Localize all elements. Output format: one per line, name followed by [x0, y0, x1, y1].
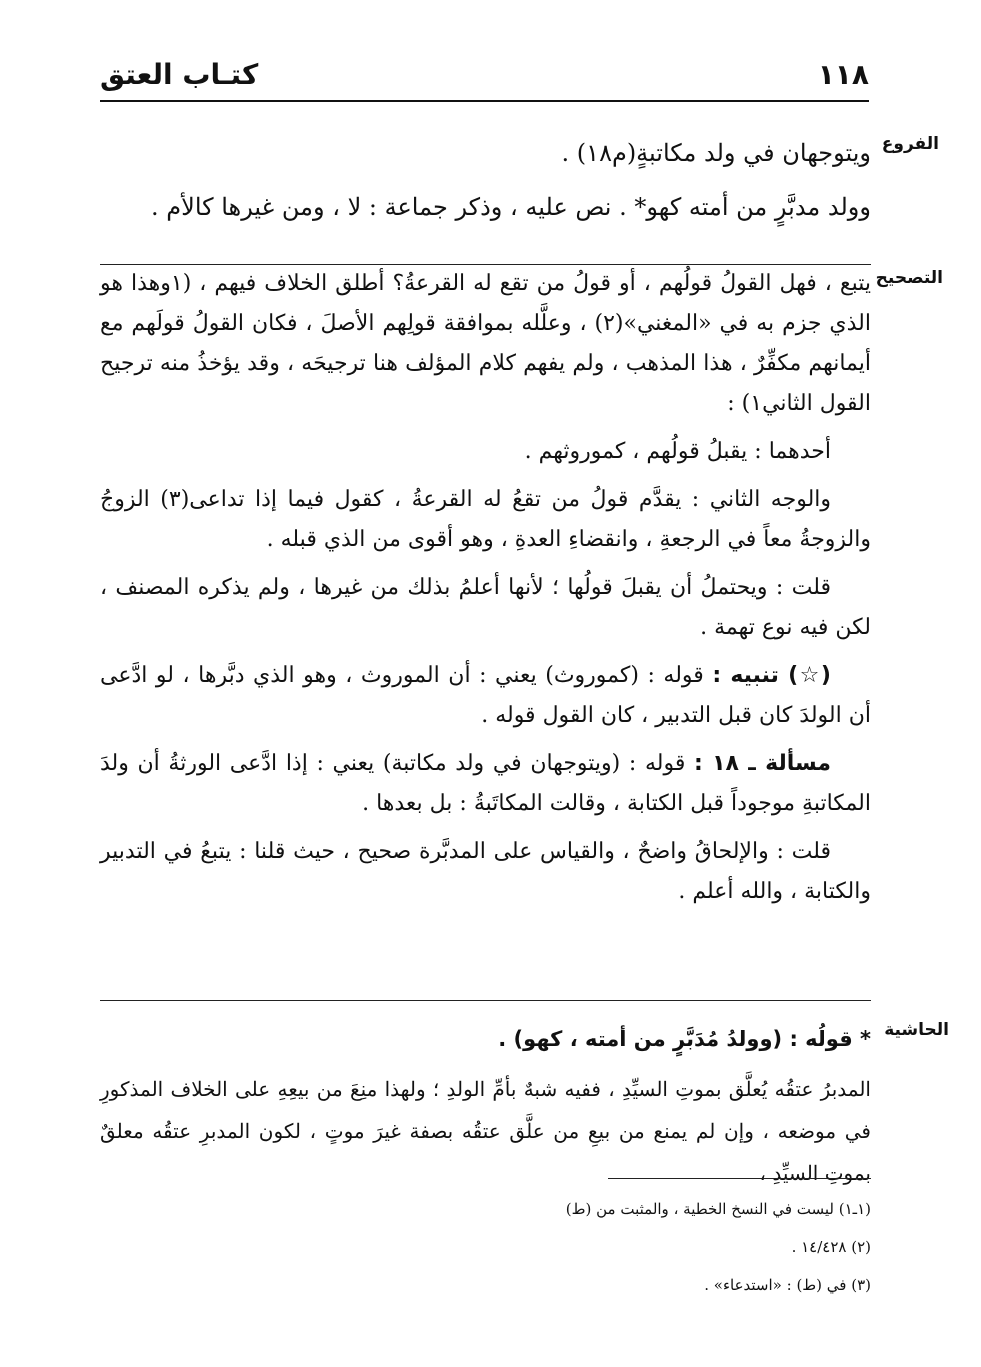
furu-section: [100, 126, 871, 234]
tashih-paragraph-2: أحدهما : يقبلُ قولُهم ، كموروثهم .: [524, 439, 831, 464]
tashih-paragraph-5: [100, 656, 871, 736]
tanbih-title: (☆) تنبيه :: [712, 663, 831, 688]
tashih-paragraph-1: يتبع ، فهل القولُ قولُهم ، أو قولُ من تقع له القرعةُ؟ أطلق الخلاف فيهم ، (١وهذا هو الذي جزم به في «المغني»(٢) ، وعلَّله بموافقة قولِهم الأصلَ ، فكان القولُ قولَهم مع أيمانهم مكفِّرٌ ، هذا المذهب ، ولم يفهم كلام المؤلف هنا ترجيحَه ، وقد يؤخذُ منه ترجيح القول الثاني١) :: [100, 271, 871, 416]
hashiya-section: [100, 1018, 871, 1194]
page-header: [100, 56, 869, 102]
section-label-hashiya: الحاشية: [884, 1020, 949, 1040]
furu-line-1: ويتوجهان في ولد مكاتبةٍ(م١٨) .: [561, 139, 871, 167]
hashiya-text: المدبرُ عتقُه يُعلَّق بموتِ السيِّدِ ، ففيه شبهٌ بأمِّ الولدِ ؛ ولهذا منِعَ من بيعِهِ على الخلاف المذكورِ في موضعه ، وإن لم يمنع من بيعِ من علَّق عتقُه بصفة غيرَ موتٍ ، لكون المدبرِ عتقُه معلقٌ بموتِ السيِّدِ ،: [100, 1077, 871, 1185]
section-label-tashih: التصحيح: [875, 268, 943, 288]
footnote-1: (١ـ١) ليست في النسخ الخطية ، والمثبت من (ط): [565, 1200, 871, 1218]
tashih-paragraph-4: قلت : ويحتملُ أن يقبلَ قولُها ؛ لأنها أعلمُ بذلك من غيرها ، ولم يذكره المصنف ، لكن فيه نوع تهمة .: [100, 575, 871, 640]
tanbih-text: قوله : (كموروث) يعني : أن الموروث ، وهو الذي دبَّرها ، لو ادَّعى أن الولدَ كان قبل التدبير ، كان القول قوله .: [100, 663, 871, 728]
footnote-3: (٣) في (ط) : «استدعاء» .: [704, 1276, 871, 1294]
furu-line-2: وولد مدبَّرٍ من أمته كهو* . نص عليه ، وذكر جماعة : لا ، ومن غيرها كالأم .: [151, 193, 871, 221]
footnote-2: (٢) ١٤/٤٢٨ .: [791, 1238, 871, 1256]
tashih-section: [100, 264, 871, 912]
footnotes: [100, 1190, 871, 1304]
section-divider: [100, 1000, 871, 1001]
page-number: ١١٨: [817, 58, 869, 91]
running-title: كتـاب العتق: [100, 58, 259, 91]
tashih-paragraph-7: قلت : والإلحاقُ واضحٌ ، والقياس على المدبَّرة صحيح ، حيث قلنا : يتبعُ في التدبير والكتابة ، والله أعلم .: [100, 839, 871, 904]
footnote-divider: [608, 1178, 871, 1179]
hashiya-title: * قولُه : (وولدُ مُدَبَّرٍ من أمته ، كهو) .: [498, 1027, 871, 1051]
section-label-furu: الفروع: [881, 134, 939, 154]
tashih-paragraph-3: والوجه الثاني : يقدَّم قولُ من تقعُ له القرعةُ ، كقول فيما إذا تداعى(٣) الزوجُ والزوجةُ معاً في الرجعةِ ، وانقضاءِ العدةِ ، وهو أقوى من الذي قبله .: [100, 487, 871, 552]
tashih-paragraph-6: [100, 744, 871, 824]
masala-text: قوله : (ويتوجهان في ولد مكاتبة) يعني : إذا ادَّعى الورثةُ أن ولدَ المكاتبةِ موجوداً قبل الكتابة ، وقالت المكاتَبةُ : بل بعدها .: [100, 751, 871, 816]
masala-title: مسألة ـ ١٨ :: [694, 751, 831, 776]
